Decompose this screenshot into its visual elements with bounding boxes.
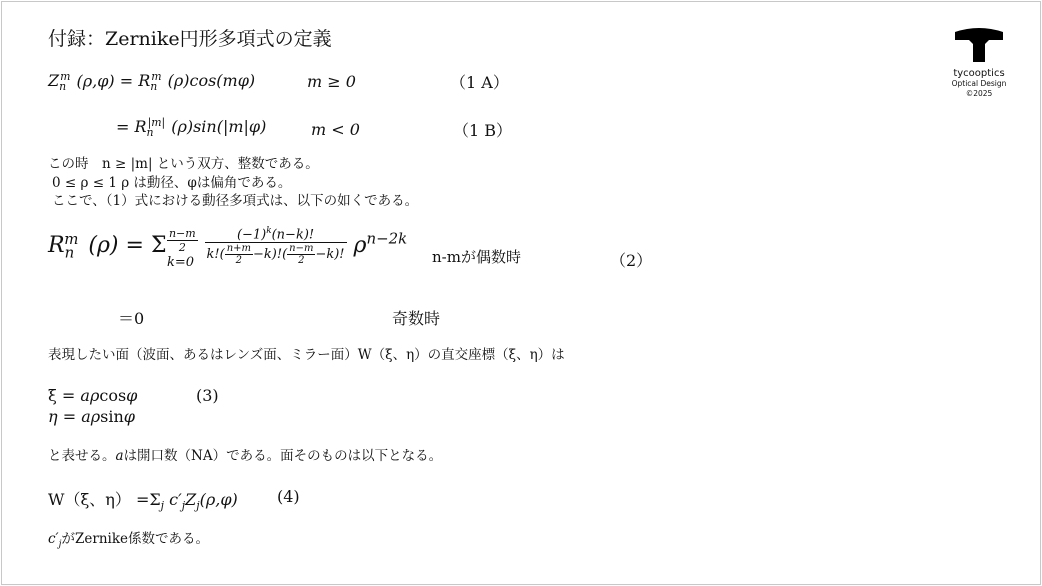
- para-4: $c'_j$がZernike係数である。: [48, 531, 210, 550]
- logo: [944, 26, 1014, 99]
- page-title: 付録：Zernike円形多項式の定義: [48, 28, 332, 50]
- tycooptics-logo-icon: [951, 26, 1007, 62]
- equation-2-odd-note: 奇数時: [392, 309, 441, 328]
- equation-3-xi: ξ = aρcosφ: [48, 386, 138, 405]
- equation-2-odd: ＝0: [118, 309, 145, 328]
- para-line-3: ここで、（1）式における動径多項式は、以下の如くである。: [52, 193, 419, 209]
- equation-4-tag: (4): [277, 487, 300, 506]
- logo-copyright: ©2025: [965, 89, 993, 98]
- equation-2-note: n-mが偶数時: [432, 248, 521, 266]
- para-line-1: この時 n ≥ |m| という双方、整数である。: [48, 156, 319, 172]
- equation-2: $R_n^m$ (ρ) = Σ $\frac{n-m}{2}$ k=0 $(-1)^k(n-k)$! k!( $\frac{n+m}{2}$ −k)!( $\frac{n-m}{2}$ −k)! $\rho^{n-2k}$: [48, 226, 408, 271]
- para-3: と表せる。aは開口数（NA）である。面そのものは以下となる。: [48, 448, 443, 464]
- equation-1a-condition: m ≥ 0: [307, 72, 356, 91]
- logo-brand: tycooptics: [953, 68, 1005, 79]
- equation-1b: = $R_n^{|m|}$ (ρ)sin(|m|φ): [116, 116, 267, 140]
- equation-2-tag: （2）: [610, 251, 653, 270]
- equation-1b-tag: （1 B）: [453, 121, 513, 140]
- para-2: 表現したい面（波面、あるはレンズ面、ミラー面）W（ξ、η）の直交座標（ξ、η）は: [48, 347, 565, 363]
- equation-3-tag: (3): [196, 386, 219, 405]
- equation-1a: $Z_n^m$ $(\rho,\varphi) = R_n^m$ (ρ)cos(mφ): [48, 70, 256, 94]
- logo-subtitle: Optical Design: [951, 79, 1007, 88]
- equation-1a-tag: （1 A）: [450, 73, 509, 92]
- equation-3-eta: η = aρsinφ: [48, 407, 135, 426]
- equation-1b-condition: m < 0: [311, 120, 360, 139]
- equation-4: W（ξ、$\eta) =\Sigma_j$ $c'_jZ_j(\rho,\varphi)$: [48, 490, 238, 513]
- para-line-2: 0 ≤ ρ ≤ 1 ρ は動径、φは偏角である。: [52, 175, 292, 191]
